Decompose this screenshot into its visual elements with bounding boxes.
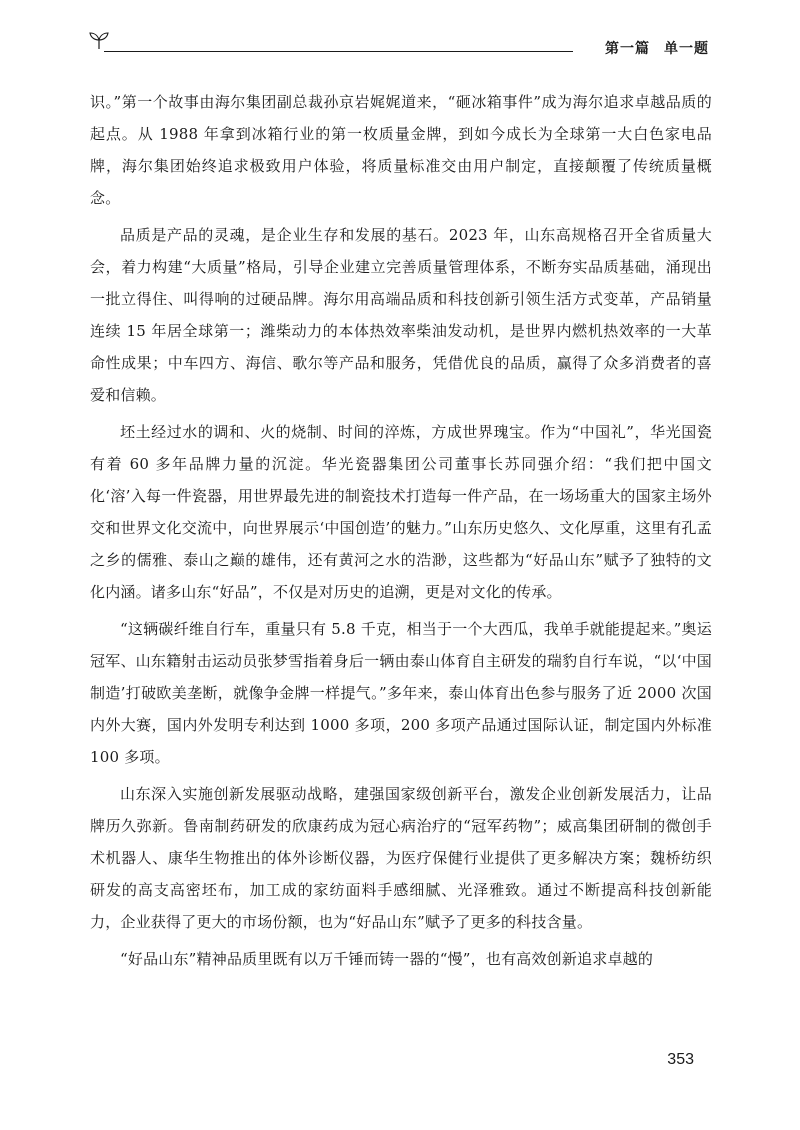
header-rule bbox=[104, 51, 573, 52]
paragraph: “这辆碳纤维自行车，重量只有 5.8 千克，相当于一个大西瓜，我单手就能提起来。”奥运冠军、山东籍射击运动员张梦雪指着身后一辆由泰山体育自主研发的瑞豹自行车说，“以‘中国制造’打破欧美垄断，就像争金牌一样提气。”多年来，泰山体育出色参与服务了近 2000 次国内外大赛，国内外发明专利达到 1000 多项，200 多项产品通过国际认证，制定国内外标准 100 多项。 bbox=[90, 620, 712, 766]
sprout-icon bbox=[88, 30, 110, 50]
running-header bbox=[88, 30, 713, 70]
paragraph: 山东深入实施创新发展驱动战略，建强国家级创新平台，激发企业创新发展活力，让品牌历久弥新。鲁南制药研发的欣康药成为冠心病治疗的“冠军药物”；威高集团研制的微创手术机器人、康华生物推出的体外诊断仪器，为医疗保健行业提供了更多解决方案；魏桥纺织研发的高支高密坯布，加工成的家纺面料手感细腻、光泽雅致。通过不断提高科技创新能力，企业获得了更大的市场份额，也为“好品山东”赋予了更多的科技含量。 bbox=[90, 785, 712, 931]
paragraph: 识。”第一个故事由海尔集团副总裁孙京岩娓娓道来，“砸冰箱事件”成为海尔追求卓越品质的起点。从 1988 年拿到冰箱行业的第一枚质量金牌，到如今成长为全球第一大白色家电品牌，海尔集团始终追求极致用户体验，将质量标准交由用户制定，直接颠覆了传统质量概念。 bbox=[90, 93, 712, 207]
page-number: 353 bbox=[667, 1051, 694, 1068]
header-section: 单一题 bbox=[664, 41, 709, 57]
header-part: 第一篇 bbox=[605, 41, 650, 57]
paragraph: 坯土经过水的调和、火的烧制、时间的淬炼，方成世界瑰宝。作为“中国礼”，华光国瓷有着 60 多年品牌力量的沉淀。华光瓷器集团公司董事长苏同强介绍：“我们把中国文化‘溶’入每一件瓷器，用世界最先进的制瓷技术打造每一件产品，在一场场重大的国家主场外交和世界文化交流中，向世界展示‘中国创造’的魅力。”山东历史悠久、文化厚重，这里有孔孟之乡的儒雅、泰山之巅的雄伟，还有黄河之水的浩渺，这些都为“好品山东”赋予了独特的文化内涵。诸多山东“好品”，不仅是对历史的追溯，更是对文化的传承。 bbox=[90, 423, 712, 601]
header-title bbox=[605, 38, 709, 58]
body-text bbox=[90, 86, 712, 980]
paragraph: “好品山东”精神品质里既有以万千锤而铸一器的“慢”，也有高效创新追求卓越的 bbox=[120, 950, 654, 968]
paragraph: 品质是产品的灵魂，是企业生存和发展的基石。2023 年，山东高规格召开全省质量大会，着力构建“大质量”格局，引导企业建立完善质量管理体系，不断夯实品质基础，涌现出一批立得住、叫得响的过硬品牌。海尔用高端品质和科技创新引领生活方式变革，产品销量连续 15 年居全球第一；潍柴动力的本体热效率柴油发动机，是世界内燃机热效率的一大革命性成果；中车四方、海信、歌尔等产品和服务，凭借优良的品质，赢得了众多消费者的喜爱和信赖。 bbox=[90, 226, 712, 404]
